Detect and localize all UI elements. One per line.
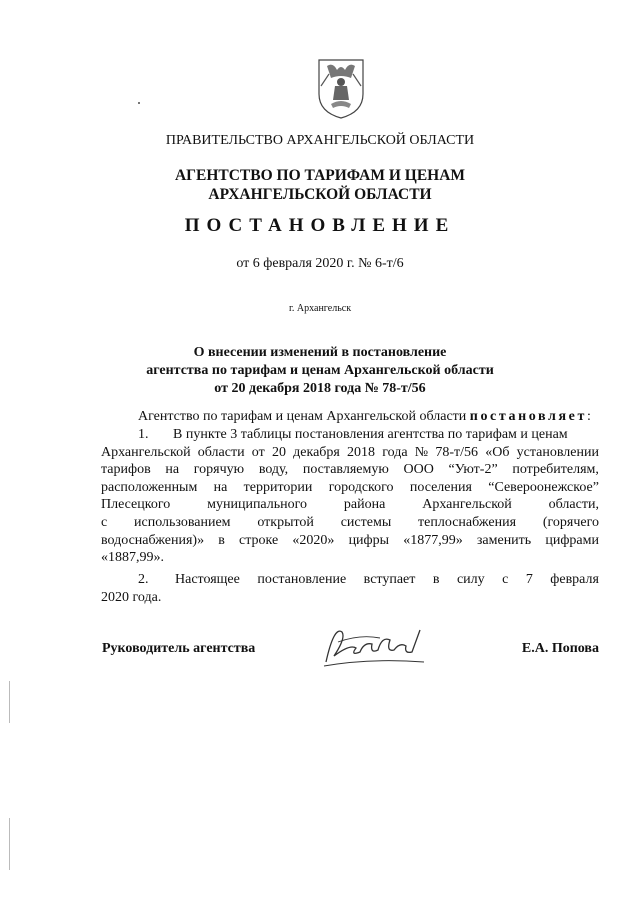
coat-of-arms-icon [313, 56, 369, 120]
intro-paragraph [101, 408, 599, 426]
intro-colon: : [586, 409, 591, 424]
signatory-name: Е.А. Попова [521, 641, 599, 656]
item-2-line: Настоящее постановление вступает в силу с 7 февраля [175, 572, 599, 587]
item-1-line: Плесецкого муниципального района Архангельской области, [101, 497, 599, 513]
signature-icon [320, 622, 430, 670]
item-1-number: 1. [138, 427, 149, 442]
subject-heading [0, 344, 640, 398]
signatory-position: Руководитель агентства [102, 641, 256, 656]
item-1 [101, 426, 599, 567]
item-1-first-line [101, 426, 599, 444]
city: г. Архангельск [288, 303, 352, 314]
scan-margin-mark [9, 818, 10, 870]
item-1-line: водоснабжения)» в строке «2020» цифры «1877,99» заменить цифрами [101, 532, 599, 548]
item-1-line: Архангельской области от 20 декабря 2018 года № 78-т/56 «Об установлении [101, 444, 599, 460]
government-title: ПРАВИТЕЛЬСТВО АРХАНГЕЛЬСКОЙ ОБЛАСТИ [165, 133, 475, 148]
item-1-line: В пункте 3 таблицы постановления агентства по тарифам и ценам [173, 427, 568, 442]
item-2-first-line [101, 571, 599, 589]
date-and-number: от 6 февраля 2020 г. № 6-т/6 [236, 256, 404, 271]
item-1-line: «1887,99». [101, 550, 164, 566]
decree-word: постановляет [469, 409, 587, 424]
subject-line3: от 20 декабря 2018 года № 78-т/56 [214, 381, 426, 396]
intro-text: Агентство по тарифам и ценам Архангельской области [138, 409, 470, 424]
subject-line1: О внесении изменений в постановление [193, 345, 447, 360]
scan-margin-mark [9, 681, 10, 723]
item-2 [101, 571, 599, 606]
item-1-line: тарифов на горячую воду, поставляемую ООО “Уют-2” потребителям, [101, 462, 599, 478]
document-type: ПОСТАНОВЛЕНИЕ [184, 215, 456, 236]
scan-speck [138, 102, 140, 104]
agency-title [0, 166, 640, 204]
subject-line2: агентства по тарифам и ценам Архангельской области [146, 363, 494, 378]
item-2-number: 2. [138, 572, 149, 587]
item-1-line: с использованием открытой системы теплоснабжения (горячего [101, 514, 599, 530]
agency-title-line2: АРХАНГЕЛЬСКОЙ ОБЛАСТИ [208, 186, 432, 203]
agency-title-line1: АГЕНТСТВО ПО ТАРИФАМ И ЦЕНАМ [174, 167, 466, 184]
item-2-line: 2020 года. [101, 589, 162, 605]
item-1-line: расположенным на территории городского поселения “Североонежское” [101, 479, 599, 495]
